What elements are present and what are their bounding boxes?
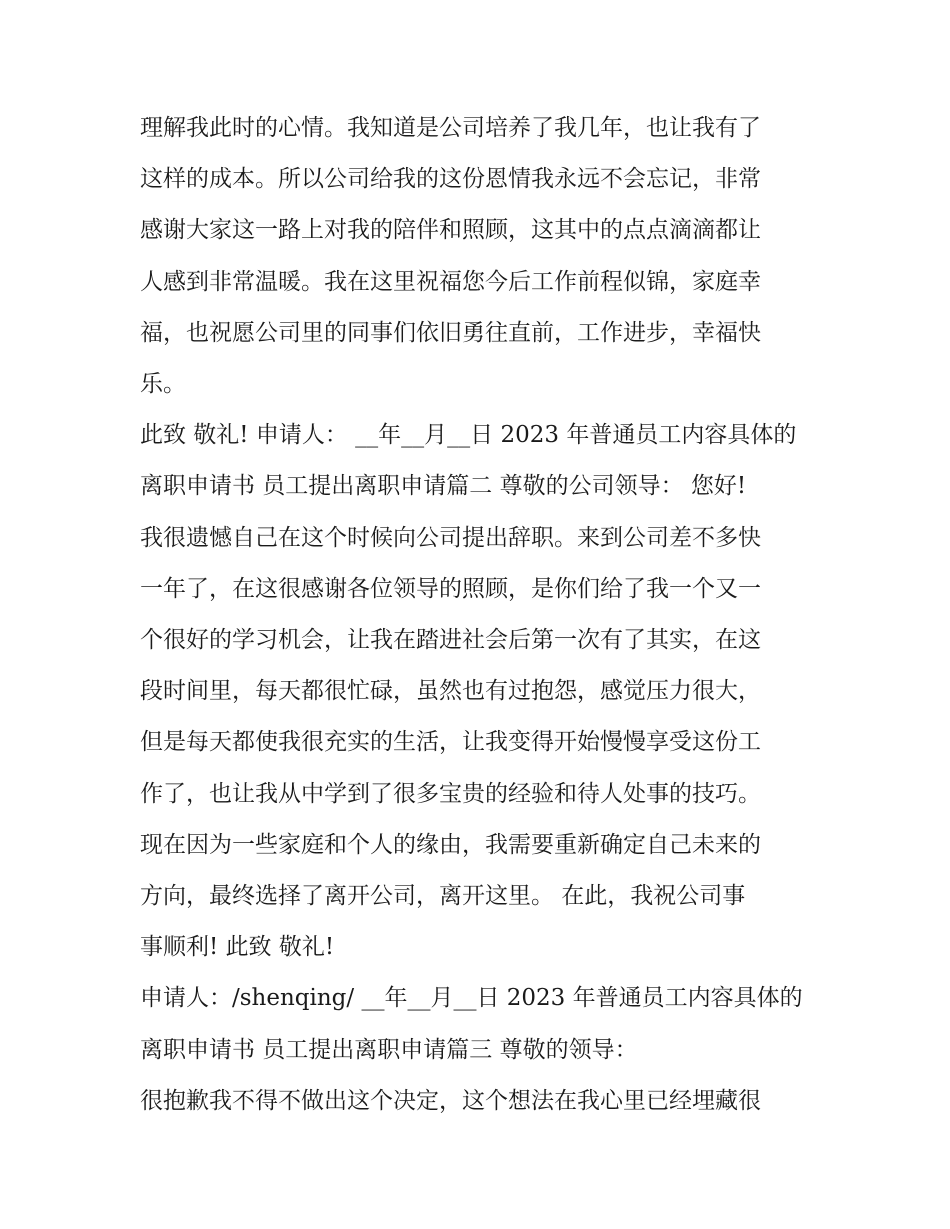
- paragraph-letter-three-body: [140, 1076, 830, 1127]
- text-line: 一年了，在这很感谢各位领导的照顾，是你们给了我一个又一: [140, 575, 761, 602]
- paragraph-closing-wishes: [140, 103, 830, 410]
- document-body: [140, 103, 830, 1127]
- text-line: 这样的成本。所以公司给我的这份恩情我永远不会忘记，非常: [140, 166, 761, 193]
- text-line: 但是每天都使我很充实的生活，让我变得开始慢慢享受这份工: [140, 729, 761, 756]
- text-line: 申请人：/shenqing/ __年__月__日 2023 年普通员工内容具体的: [140, 985, 803, 1012]
- text-line: 离职申请书 员工提出离职申请篇三 尊敬的领导：: [140, 1036, 638, 1063]
- text-line: 人感到非常温暖。我在这里祝福您今后工作前程似锦，家庭幸: [140, 268, 761, 295]
- text-line: 事顺利! 此致 敬礼!: [140, 934, 335, 961]
- text-line: 很抱歉我不得不做出这个决定，这个想法在我心里已经埋藏很: [140, 1087, 761, 1114]
- text-line: 乐。: [140, 371, 186, 398]
- text-line: 段时间里，每天都很忙碌，虽然也有过抱怨，感觉压力很大，: [140, 678, 761, 705]
- paragraph-letter-three-header: [140, 973, 830, 1075]
- text-line: 作了，也让我从中学到了很多宝贵的经验和待人处事的技巧。: [140, 780, 761, 807]
- text-line: 现在因为一些家庭和个人的缘由，我需要重新确定自己未来的: [140, 831, 761, 858]
- text-line: 感谢大家这一路上对我的陪伴和照顾，这其中的点点滴滴都让: [140, 217, 761, 244]
- text-line: 此致 敬礼! 申请人： __年__月__日 2023 年普通员工内容具体的: [140, 422, 797, 449]
- text-line: 个很好的学习机会，让我在踏进社会后第一次有了其实，在这: [140, 627, 761, 654]
- paragraph-letter-two: [140, 410, 830, 973]
- text-line: 福，也祝愿公司里的同事们依旧勇往直前，工作进步，幸福快: [140, 319, 761, 346]
- text-line: 我很遗憾自己在这个时候向公司提出辞职。来到公司差不多快: [140, 524, 761, 551]
- text-line: 理解我此时的心情。我知道是公司培养了我几年，也让我有了: [140, 115, 761, 141]
- text-line: 方向，最终选择了离开公司，离开这里。 在此，我祝公司事: [140, 883, 746, 910]
- text-line: 离职申请书 员工提出离职申请篇二 尊敬的公司领导： 您好!: [140, 473, 747, 500]
